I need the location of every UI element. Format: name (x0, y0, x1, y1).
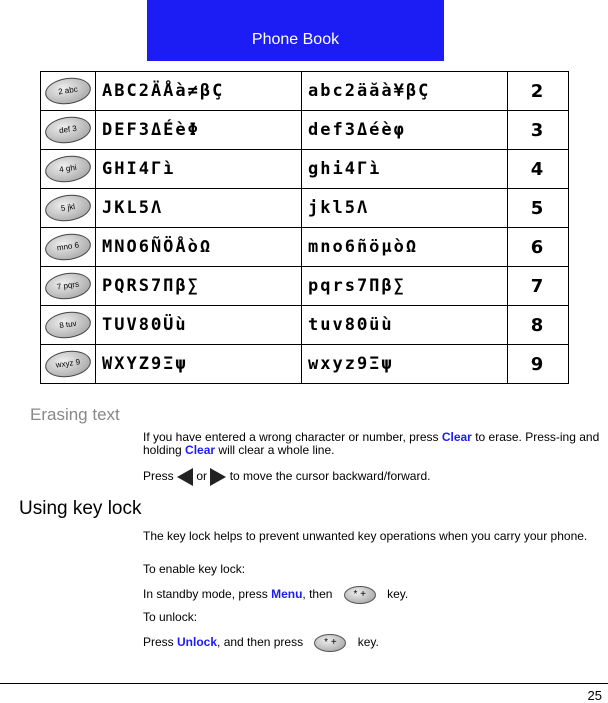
digit-char: 4 (508, 150, 569, 189)
key-cell (41, 72, 96, 111)
keypad-key-icon: mno 6 (43, 231, 92, 263)
lock-paragraph-3 (143, 586, 603, 604)
page-title-banner (147, 0, 444, 61)
lowercase-chars: tuv8Θüù (302, 306, 508, 345)
table-row (41, 150, 569, 189)
table-row (41, 267, 569, 306)
table-row (41, 306, 569, 345)
uppercase-chars: DEF3ΔÉèΦ (96, 111, 302, 150)
digit-char: 5 (508, 189, 569, 228)
lowercase-chars: pqrs7Πβ∑ (302, 267, 508, 306)
keypad-key-icon: 2 abc (43, 75, 92, 107)
uppercase-chars: TUV8ΘÜù (96, 306, 302, 345)
key-cell (41, 228, 96, 267)
page-title: Phone Book (251, 31, 340, 48)
text: Press (143, 469, 178, 484)
clear-keyword: Clear (441, 430, 472, 444)
page-number: 25 (587, 688, 602, 703)
menu-keyword: Menu (271, 587, 303, 602)
key-cell (41, 267, 96, 306)
uppercase-chars: PQRS7Πβ∑ (96, 267, 302, 306)
text: If you have entered a wrong character or number, press (143, 430, 442, 444)
key-cell (41, 150, 96, 189)
lock-paragraph-2: To enable key lock: (143, 562, 246, 576)
text: to erase. Press-ing and holding (143, 430, 600, 457)
table-row (41, 189, 569, 228)
digit-char: 8 (508, 306, 569, 345)
lowercase-chars: jkl5Λ (302, 189, 508, 228)
table-row (41, 72, 569, 111)
digit-char: 3 (508, 111, 569, 150)
right-arrow-key-icon (210, 468, 226, 486)
keypad-key-icon: def 3 (43, 114, 92, 146)
digit-char: 7 (508, 267, 569, 306)
erase-paragraph-1 (143, 431, 603, 457)
table-row (41, 345, 569, 384)
lock-paragraph-1: The key lock helps to prevent unwanted key operations when you carry your phone. (143, 529, 588, 543)
uppercase-chars: JKL5Λ (96, 189, 302, 228)
lowercase-chars: mno6ñöµòΩ (302, 228, 508, 267)
digit-char: 9 (508, 345, 569, 384)
star-key-icon: * + (344, 586, 376, 604)
keypad-key-icon: 4 ghi (43, 153, 92, 185)
text: key. (354, 635, 379, 650)
lowercase-chars: def3Δéèφ (302, 111, 508, 150)
key-cell (41, 189, 96, 228)
keypad-key-icon: wxyz 9 (43, 348, 92, 380)
text: or (193, 469, 211, 484)
uppercase-chars: ABC2ÄÅà≠βÇ (96, 72, 302, 111)
star-key-icon: * + (314, 634, 346, 652)
text: , and then press (217, 635, 307, 650)
lowercase-chars: wxyz9Ξψ (302, 345, 508, 384)
footer-divider (0, 683, 608, 684)
left-arrow-key-icon (177, 468, 193, 486)
lowercase-chars: abc2äăà¥βÇ (302, 72, 508, 111)
heading-erasing-text: Erasing text (30, 405, 120, 424)
keypad-key-icon: 7 pqrs (43, 270, 92, 302)
text: Press (143, 635, 178, 650)
keypad-key-icon: 5 jkl (43, 192, 92, 224)
heading-using-key-lock: Using key lock (19, 498, 142, 519)
key-cell (41, 111, 96, 150)
table-row (41, 228, 569, 267)
keypad-key-icon: 8 tuv (43, 309, 92, 341)
erase-paragraph-2 (143, 468, 603, 486)
table-row (41, 111, 569, 150)
digit-char: 6 (508, 228, 569, 267)
text: will clear a whole line. (215, 443, 335, 457)
lock-paragraph-4: To unlock: (143, 610, 198, 624)
text: In standby mode, press (143, 587, 272, 602)
uppercase-chars: MNO6ÑÖÅòΩ (96, 228, 302, 267)
text: , then (302, 587, 336, 602)
uppercase-chars: WXYZ9Ξψ (96, 345, 302, 384)
lock-paragraph-5 (143, 634, 603, 652)
uppercase-chars: GHI4Γì (96, 150, 302, 189)
key-cell (41, 306, 96, 345)
digit-char: 2 (508, 72, 569, 111)
unlock-keyword: Unlock (177, 635, 218, 650)
lowercase-chars: ghi4Γì (302, 150, 508, 189)
clear-keyword: Clear (185, 443, 216, 457)
text: key. (383, 587, 409, 602)
key-cell (41, 345, 96, 384)
text: to move the cursor backward/forward. (229, 469, 431, 484)
character-table (40, 71, 569, 384)
